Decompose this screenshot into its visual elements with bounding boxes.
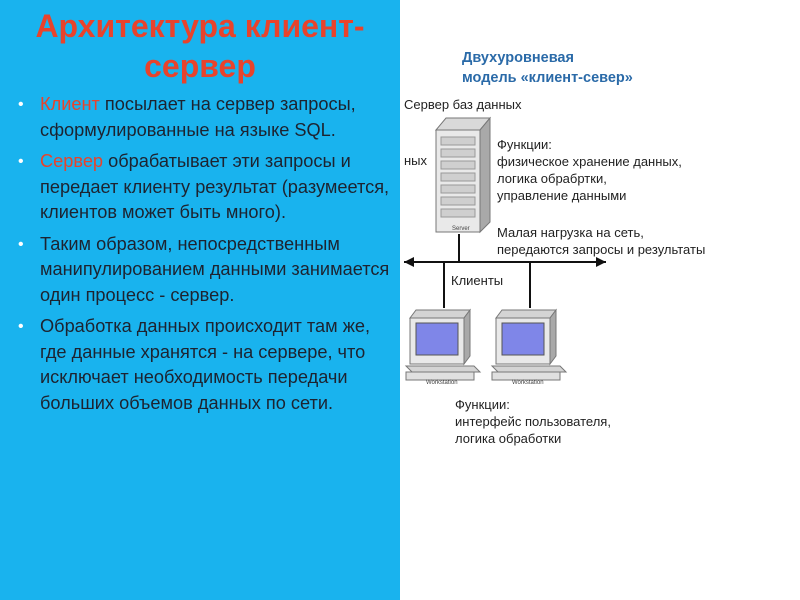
server-functions: Функции: физическое хранение данных, логика обрабртки, управление данными <box>497 137 682 203</box>
title-line-1: Архитектура клиент- <box>35 8 365 44</box>
workstation-icon <box>406 310 480 380</box>
cropped-label: ных <box>404 153 428 168</box>
bullet-text: посылает на сервер запросы, сформулированные на языке SQL. <box>40 94 356 140</box>
bullet-dot-icon: • <box>18 235 24 253</box>
clients-label: Клиенты <box>451 273 504 288</box>
server-caption: Server <box>452 226 470 232</box>
server-label: Сервер баз данных <box>404 97 522 112</box>
network-arrow-right-icon <box>596 257 606 267</box>
bullet-dot-icon: • <box>18 153 24 170</box>
workstation-caption: Workstation <box>426 380 458 386</box>
server-icon <box>436 118 490 232</box>
bullet-dot-icon: • <box>18 96 24 113</box>
title-line-2: сервер <box>144 48 256 84</box>
bullet-text: Таким образом, непосредственным манипулированием данными занимается один процесс - сервер. <box>40 233 390 305</box>
network-note: Малая нагрузка на сеть, передаются запросы и результаты <box>497 225 706 257</box>
workstation-caption: Workstation <box>512 380 544 386</box>
diagram-title: Двухуровневая модель «клиент-север» <box>462 50 633 86</box>
workstation-icon <box>492 310 566 380</box>
bullet-highlight: Клиент <box>40 94 100 114</box>
network-arrow-left-icon <box>404 257 414 267</box>
bullet-text: обрабатывает эти запросы и передает клиенту результат (разумеется, клиентов может быть много). <box>40 151 390 222</box>
bullet-dot-icon: • <box>18 318 24 335</box>
client-functions: Функции: интерфейс пользователя, логика обработки <box>455 397 611 446</box>
bullet-text: Обработка данных происходит там же, где данные хранятся - на сервере, что исключает необходимость передачи больших объемов данных по сети. <box>40 316 371 413</box>
bullet-highlight: Сервер <box>40 151 104 171</box>
